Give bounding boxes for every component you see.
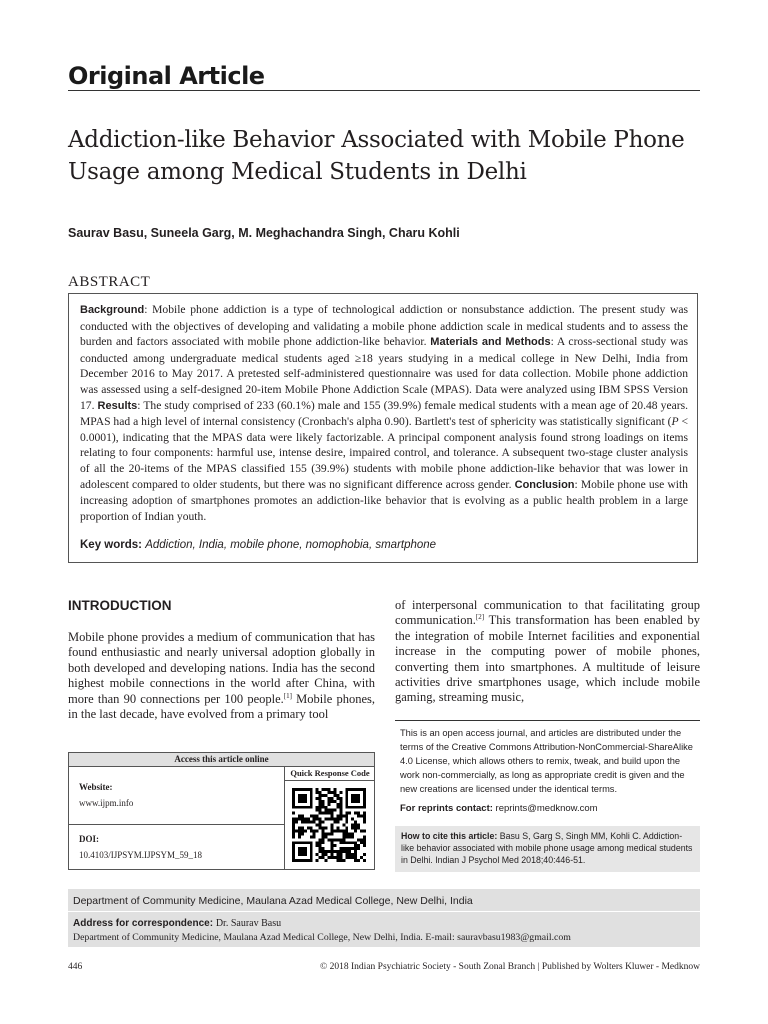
introduction-left-column [68,630,375,722]
citation-ref-1[interactable]: [1] [283,691,292,700]
introduction-right-column [395,598,700,706]
page-number: 446 [68,962,83,972]
affiliation-divider [68,911,700,912]
qr-code-icon[interactable] [292,788,366,862]
section-label: Original Article [68,62,265,90]
results-text-b: < 0.0001), indicating that the MPAS data were likely factorizable. A principal component analysis found strong loadings on items relating to four components: harmful use, intense desire, impaired control, and tolerance. A subsequent two-stage cluster analysis of all the 20-items of the MPAS classified 155 (39.9%) students with mobile phone addiction-like behavior that was lower in adolescent compared to older students, but there was no significant difference across gender. [80,415,689,491]
keywords-value: Addiction, India, mobile phone, nomophobia, smartphone [145,539,437,551]
department: Department of Community Medicine, Maulana Azad Medical College, New Delhi, India [73,895,473,907]
qr-label: Quick Response Code [285,766,375,781]
methods-text: : A cross-sectional study was conducted among undergraduate medical students aged ≥18 years studying in a medical college in New Delhi, India from December 2016 to May 2017. A pretested self-administered questionnaire was used for data collection. Mobile phone addiction was assessed using a self-designed 20-item Mobile Phone Addiction Scale (MPAS). Data were analyzed using IBM SPSS Version 17. [80,335,688,412]
affiliation-box [68,889,700,947]
background-text: : Mobile phone addiction is a type of technological addiction or nonsubstance addiction. The present study was conducted with the objectives of developing and validating a mobile phone addiction scale in medical students and to assess the burden and factors associated with mobile phone addiction-like behavior. [80,303,688,349]
keywords-label: Key words: [80,539,146,551]
access-info [69,766,284,870]
citation-ref-2[interactable]: [2] [475,613,485,622]
correspondence-label: Address for correspondence: [73,918,216,929]
intro-left-text-b: Mobile phones, in the last decade, have evolved from a primary tool [68,691,375,722]
website-label: Website: [79,782,113,792]
website-link[interactable]: www.ijpm.info [79,798,134,808]
results-text-a: : The study comprised of 233 (60.1%) male and 155 (39.9%) female medical students with a mean age of 20.48 years. MPAS had a high level of internal consistency (Cronbach's alpha 0.90). Bartlett's test of sphericity was statistically significant ( [80,398,689,429]
correspondence [73,918,281,929]
abstract-text [80,302,688,524]
title-line-2: Usage among Medical Students in Delhi [68,159,527,185]
cite-text: Basu S, Garg S, Singh MM, Kohli C. Addiction-like behavior associated with mobile phone usage among medical students in Delhi. Indian J Psychol Med 2018;40:446-51. [401,831,693,865]
correspondence-address: Department of Community Medicine, Maulana Azad Medical College, New Delhi, India. E-mail: sauravbasu1983@gmail.com [73,932,571,943]
background-label: Background [80,304,145,316]
correspondence-name: Dr. Saurav Basu [215,918,282,929]
citation-box [395,826,700,872]
reprints-email[interactable]: reprints@medknow.com [495,803,598,814]
access-header: Access this article online [69,753,374,767]
access-divider [69,824,284,825]
intro-left-text-a: Mobile phone provides a medium of communication that has found enthusiastic and nearly universal adoption globally in both developed and developing nations. India has the second highest mobile connections in the world after China, with more than 90 connections per 100 people. [68,630,375,706]
footer: © 2018 Indian Psychiatric Society - South Zonal Branch | Published by Wolters Kluwer - Medknow [320,962,700,972]
doi-label: DOI: [79,834,99,844]
conclusion-text: : Mobile phone use with increasing adoption of smartphones promotes an addiction-like behavior that is evolving as a public health problem in a large proportion of Indian youth. [80,477,688,523]
doi-value[interactable]: 10.4103/IJPSYM.IJPSYM_59_18 [79,850,203,860]
abstract-heading: ABSTRACT [68,274,151,290]
intro-right-text-b: This transformation has been enabled by the integration of mobile Internet facilities and exponential increase in the computing power of mobile phones, converting them into smartphones. A multitude of leisure activities drive smartphones usage, which include mobile gaming, streaming music, [395,613,700,705]
authors: Saurav Basu, Suneela Garg, M. Meghachandra Singh, Charu Kohli [68,226,460,240]
introduction-heading: INTRODUCTION [68,598,172,613]
results-label: Results [97,399,138,412]
keywords [80,539,688,551]
top-rule [68,90,700,91]
license-text: This is an open access journal, and articles are distributed under the terms of the Creative Commons Attribution-NonCommercial-ShareAlike 4.0 License, which allows others to remix, tweak, and build upon the work non-commercially, as long as appropriate credit is given and the new creations are licensed under the identical terms. [400,728,693,794]
conclusion-label: Conclusion [514,478,575,491]
license-rule [395,720,700,721]
title-line-1: Addiction-like Behavior Associated with Mobile Phone [68,127,685,153]
intro-right-text-a: of interpersonal communication to that facilitating group communication. [395,598,700,628]
cite-label: How to cite this article: [401,831,500,841]
abstract-box [68,293,698,563]
methods-label: Materials and Methods [430,336,551,349]
access-article-box [68,752,375,870]
reprints-contact [400,803,598,814]
qr-panel [284,766,375,870]
results-p: P [671,415,679,429]
article-title [68,124,708,188]
reprints-label: For reprints contact: [400,803,496,814]
